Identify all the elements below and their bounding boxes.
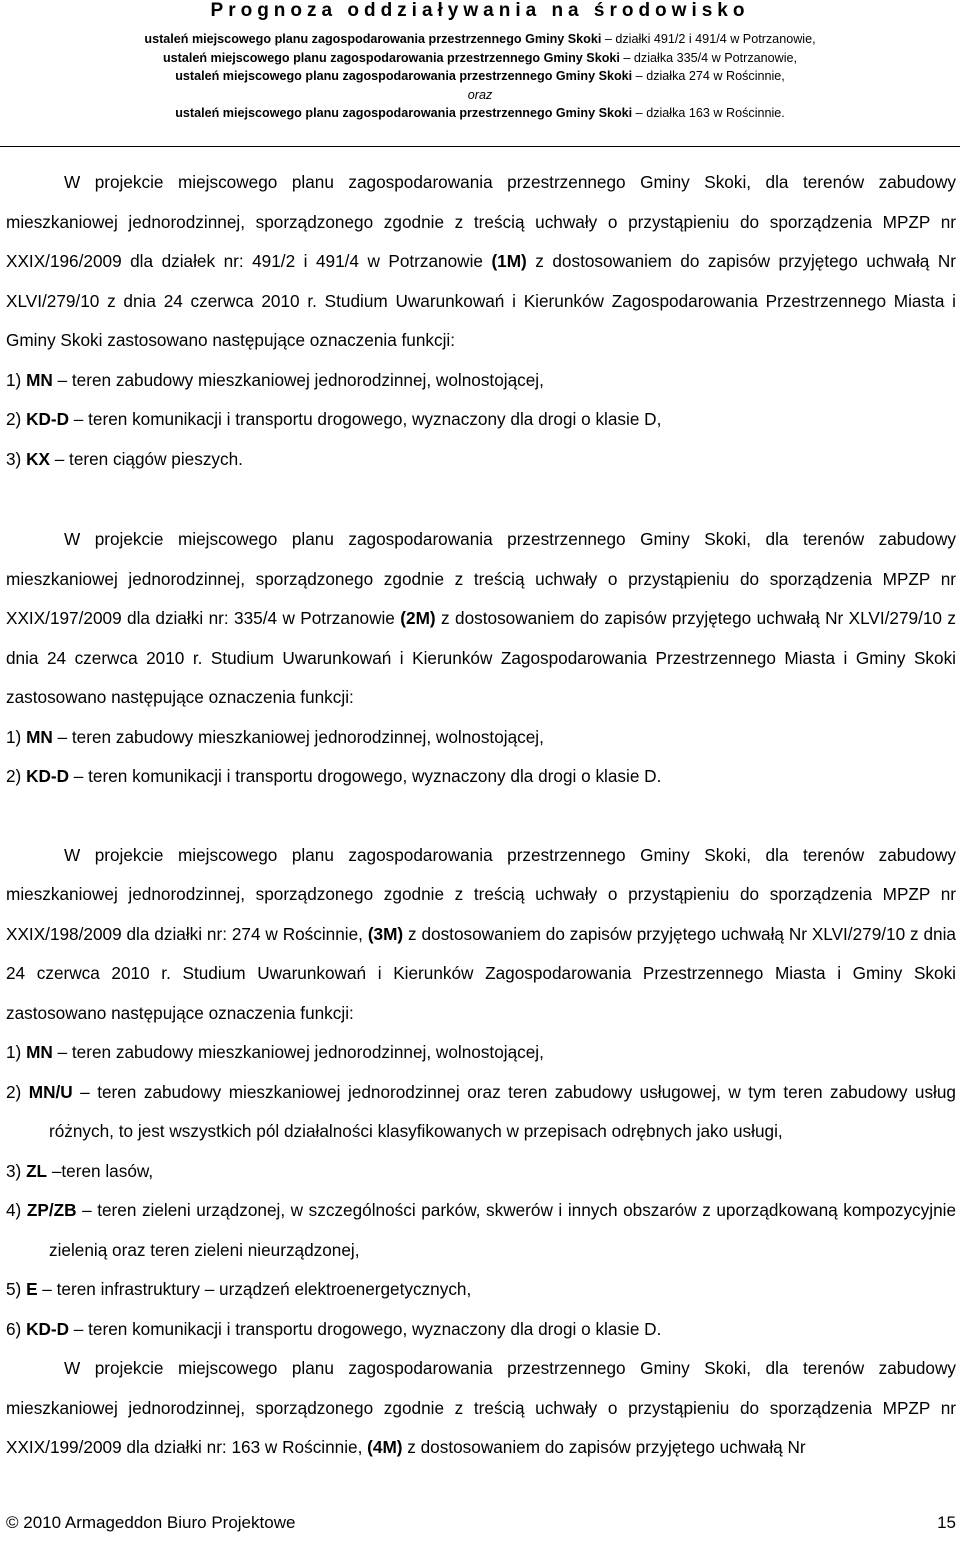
item-number: 1) (6, 726, 27, 747)
item-text: – teren zieleni urządzonej, w szczególności parków, skwerów i innych obszarów z uporządkowaną kompozycyjnie zielenią oraz teren zieleni nieurządzonej, (49, 1200, 957, 1260)
header-line-normal: oraz (467, 87, 493, 102)
item-number: 6) (6, 1318, 27, 1339)
plan-code: (3M) (367, 923, 404, 944)
plan-code: (1M) (491, 251, 527, 271)
intro-text: W projekcie miejscowego planu zagospodarowania przestrzennego Gminy Skoki, dla terenów zabudowy mieszkaniowej jednorodzinnej, sporządzonego zgodnie z treścią uchwały o przystąpieniu do sporządzenia MPZP nr XXIX/197/2009 dla działki nr: 335/4 w Potrzanowie (6, 529, 956, 628)
section-1-intro (6, 163, 956, 361)
list-item (6, 1191, 956, 1270)
intro-text: z dostosowaniem do zapisów przyjętego uchwałą Nr XLVI/279/10 z dnia 24 czerwca 2010 r. Studium Uwarunkowań i Kierunków Zagospodarowania Przestrzennego Miasta i Gminy Skoki zastosowano następujące oznaczenia funkcji: (6, 608, 956, 707)
page-header (0, 0, 960, 123)
header-line-2 (0, 49, 960, 68)
item-text: – teren zabudowy mieszkaniowej jednorodzinnej, wolnostojącej, (52, 726, 544, 747)
main-content (6, 163, 956, 1468)
list-item (6, 440, 956, 480)
section-2-intro (6, 520, 956, 718)
intro-text: z dostosowaniem do zapisów przyjętego uchwałą Nr (402, 1437, 806, 1457)
section-4-intro (6, 1349, 956, 1468)
item-number: 2) (6, 766, 27, 786)
list-item (6, 718, 956, 758)
item-text: – teren zabudowy mieszkaniowej jednorodzinnej, wolnostojącej, (52, 1042, 544, 1062)
intro-text: W projekcie miejscowego planu zagospodarowania przestrzennego Gminy Skoki, dla terenów zabudowy mieszkaniowej jednorodzinnej, sporządzonego zgodnie z treścią uchwały o przystąpieniu do sporządzenia MPZP nr XXIX/199/2009 dla działki nr: 163 w Rościnnie, (6, 1358, 956, 1457)
function-symbol: KD-D (26, 1318, 70, 1339)
header-line-normal: – działka 335/4 w Potrzanowie, (619, 50, 798, 65)
header-line-bold: ustaleń miejscowego planu zagospodarowania przestrzennego Gminy Skoki (162, 50, 620, 65)
function-symbol: KD-D (26, 409, 70, 429)
intro-text: z dostosowaniem do zapisów przyjętego uchwałą Nr XLVI/279/10 z dnia 24 czerwca 2010 r. Studium Uwarunkowań i Kierunków Zagospodarowania Przestrzennego Miasta i Gminy Skoki zastosowano następujące oznaczenia funkcji: (6, 251, 956, 350)
item-text: – teren komunikacji i transportu drogowego, wyznaczony dla drogi o klasie D. (69, 766, 662, 786)
function-symbol: KD-D (26, 766, 70, 786)
item-text: – teren ciągów pieszych. (49, 448, 243, 469)
footer-copyright: © 2010 Armageddon Biuro Projektowe (6, 1513, 296, 1532)
item-number: 1) (6, 369, 27, 390)
intro-text: W projekcie miejscowego planu zagospodarowania przestrzennego Gminy Skoki, dla terenów zabudowy mieszkaniowej jednorodzinnej, sporządzonego zgodnie z treścią uchwały o przystąpieniu do sporządzenia MPZP nr XXIX/198/2009 dla działki nr: 274 w Rościnnie, (6, 844, 956, 944)
item-number: 2) (6, 409, 27, 429)
item-number: 4) (6, 1200, 27, 1220)
header-line-3 (0, 67, 960, 86)
function-symbol: ZP/ZB (26, 1200, 77, 1220)
item-text: –teren lasów, (47, 1160, 154, 1181)
page-footer (6, 1510, 956, 1536)
header-line-normal: – działka 163 w Rościnnie. (632, 106, 785, 120)
header-subtitle (0, 30, 960, 123)
header-line-bold: ustaleń miejscowego planu zagospodarowania przestrzennego Gminy Skoki (175, 69, 633, 83)
item-text: – teren komunikacji i transportu drogowego, wyznaczony dla drogi o klasie D, (69, 409, 662, 429)
item-number: 2) (6, 1081, 29, 1102)
function-symbol: MN (26, 1042, 53, 1062)
list-item (6, 1152, 956, 1192)
item-number: 3) (6, 448, 27, 469)
section-spacer (6, 797, 956, 836)
plan-code: (4M) (367, 1437, 403, 1457)
item-text: – teren zabudowy mieszkaniowej jednorodzinnej oraz teren zabudowy usługowej, w tym teren zabudowy usług różnych, to jest wszystkich pól działalności klasyfikowanych w przepisach odrębnych jako usługi, (49, 1081, 956, 1141)
function-symbol: KX (26, 448, 50, 469)
function-symbol: MN/U (28, 1081, 73, 1102)
header-line-4 (0, 86, 960, 105)
function-symbol: MN (26, 726, 53, 747)
header-divider (0, 146, 960, 147)
item-number: 3) (6, 1160, 27, 1181)
list-item (6, 1270, 956, 1310)
section-spacer (6, 479, 956, 520)
function-symbol: E (26, 1279, 38, 1299)
list-item (6, 1073, 956, 1152)
plan-code: (2M) (400, 608, 436, 628)
intro-text: W projekcie miejscowego planu zagospodarowania przestrzennego Gminy Skoki, dla terenów zabudowy mieszkaniowej jednorodzinnej, sporządzonego zgodnie z treścią uchwały o przystąpieniu do sporządzenia MPZP nr XXIX/196/2009 dla działek nr: 491/2 i 491/4 w Potrzanowie (6, 172, 956, 271)
document-title: Prognoza oddziaływania na środowisko (210, 0, 750, 21)
function-symbol: ZL (26, 1160, 48, 1181)
item-text: – teren komunikacji i transportu drogowego, wyznaczony dla drogi o klasie D. (69, 1318, 662, 1339)
list-item (6, 361, 956, 401)
header-line-normal: – działki 491/2 i 491/4 w Potrzanowie, (601, 32, 816, 46)
function-symbol: MN (26, 369, 53, 390)
list-item (6, 1310, 956, 1350)
header-line-bold: ustaleń miejscowego planu zagospodarowania przestrzennego Gminy Skoki (144, 32, 602, 46)
item-number: 5) (6, 1279, 27, 1299)
page-number: 15 (937, 1513, 956, 1532)
header-line-normal: – działka 274 w Rościnnie, (632, 69, 785, 83)
item-text: – teren infrastruktury – urządzeń elektroenergetycznych, (37, 1279, 472, 1299)
header-line-1 (0, 30, 960, 49)
item-number: 1) (6, 1042, 27, 1062)
list-item (6, 757, 956, 797)
list-item (6, 1033, 956, 1073)
item-text: – teren zabudowy mieszkaniowej jednorodzinnej, wolnostojącej, (52, 369, 544, 390)
header-line-5 (0, 104, 960, 123)
intro-text: z dostosowaniem do zapisów przyjętego uchwałą Nr XLVI/279/10 z dnia 24 czerwca 2010 r. Studium Uwarunkowań i Kierunków Zagospodarowania Przestrzennego Miasta i Gminy Skoki zastosowano następujące oznaczenia funkcji: (6, 923, 956, 1023)
section-3-intro (6, 836, 956, 1034)
list-item (6, 400, 956, 440)
header-line-bold: ustaleń miejscowego planu zagospodarowania przestrzennego Gminy Skoki (175, 106, 633, 120)
